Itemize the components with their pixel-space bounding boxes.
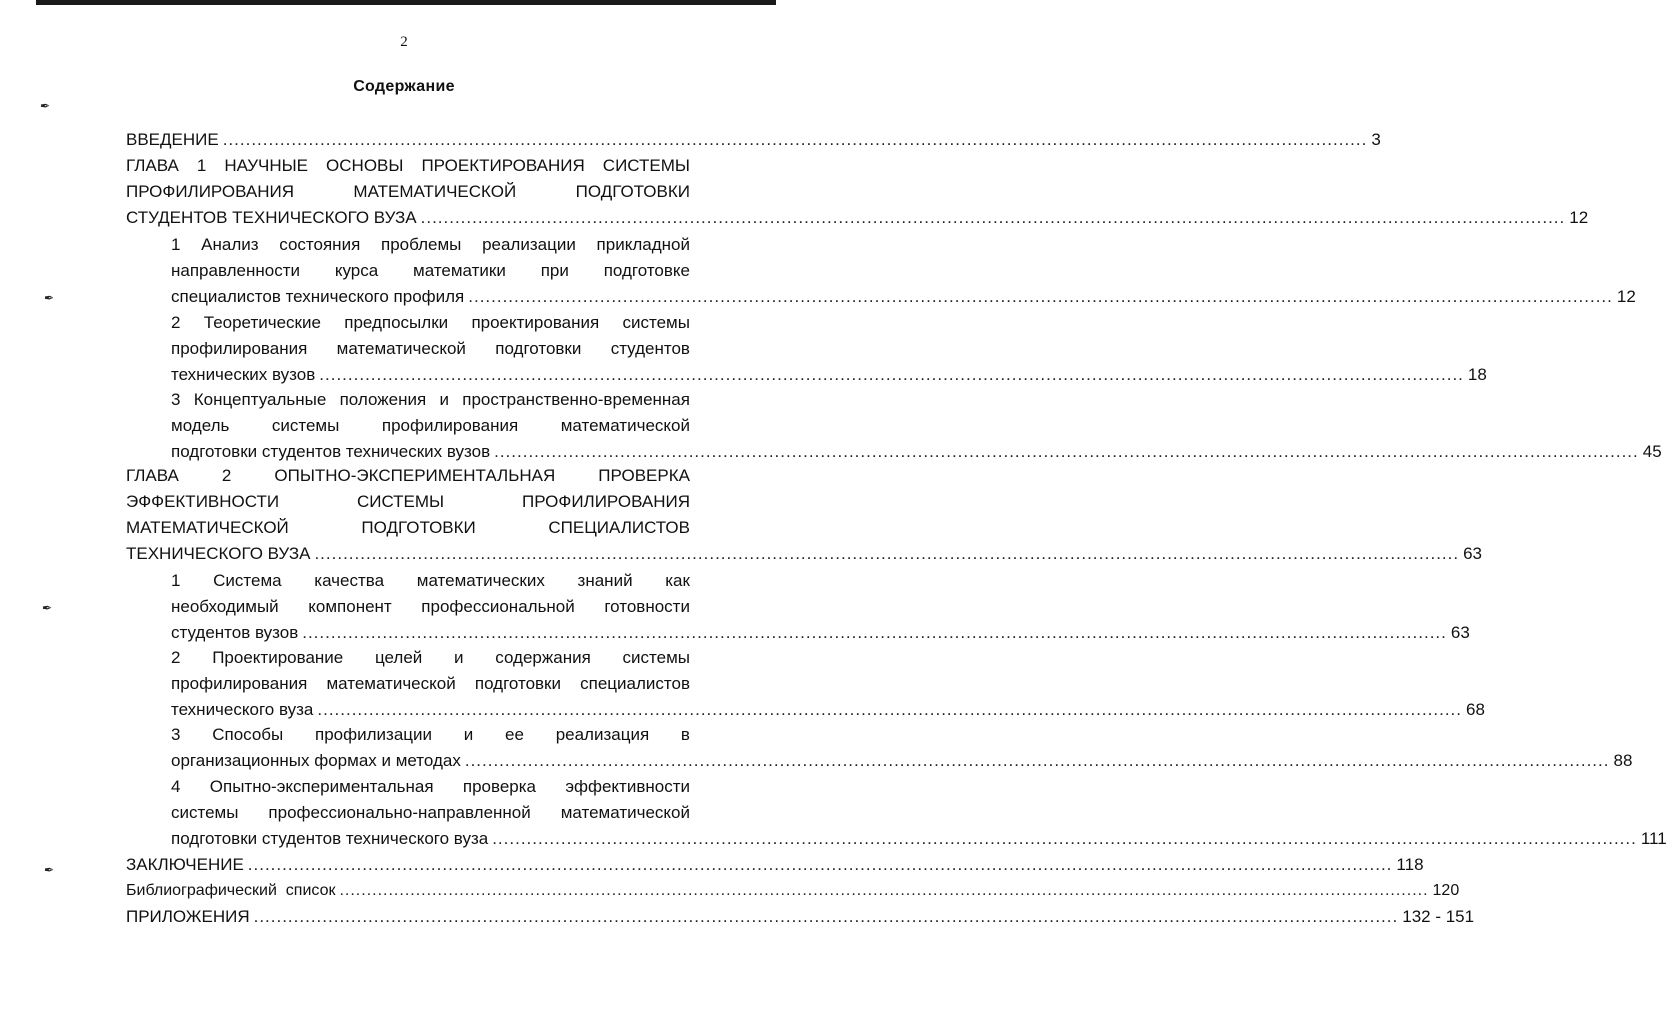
toc-word: эффективности: [565, 777, 690, 796]
toc-word: реализация: [555, 725, 650, 744]
toc-entry-title: Библиографический список: [126, 882, 336, 899]
toc-word: студентов: [610, 339, 690, 358]
toc-word: профилирования: [171, 339, 308, 358]
toc-entry-line: [171, 568, 690, 594]
toc-word: 3: [171, 725, 181, 744]
toc-entry-line: [126, 489, 690, 515]
scan-mark-icon: ✒: [44, 291, 55, 305]
toc-word: ЭФФЕКТИВНОСТИ: [126, 492, 280, 511]
toc-word: подготовки: [474, 674, 561, 693]
toc-word: математических: [416, 571, 545, 590]
toc-entry-ch1: [126, 153, 1589, 231]
dot-leader: ........................................................................................................................................................................................................: [494, 442, 1639, 461]
toc-entry-line: [171, 800, 690, 826]
toc-entry-bibliography: [126, 878, 1460, 904]
toc-entry-line: [171, 258, 690, 284]
dot-leader: ........................................................................................................................................................................................................: [468, 287, 1613, 306]
toc-word: готовности: [604, 597, 690, 616]
toc-page-number: 68: [1466, 700, 1485, 719]
toc-word: профилирования: [171, 674, 308, 693]
toc-entry-line: [171, 387, 690, 413]
toc-word: Проектирование: [212, 648, 344, 667]
toc-entry-s22: [171, 645, 1485, 723]
scan-mark-icon: ✒: [40, 99, 51, 113]
toc-word: проектирования: [471, 313, 600, 332]
toc-entry-title: подготовки студентов технического вуза: [171, 829, 489, 848]
toc-page-number: 132 - 151: [1402, 907, 1475, 926]
scan-mark-icon: ✒: [42, 601, 53, 615]
toc-word: НАУЧНЫЕ: [224, 156, 309, 175]
toc-word: СИСТЕМЫ: [356, 492, 445, 511]
toc-entry-title: ПРИЛОЖЕНИЯ: [126, 907, 250, 926]
toc-entry-line: [171, 671, 690, 697]
toc-entry-line: [126, 463, 690, 489]
toc-word: пространственно-временная: [462, 390, 690, 409]
toc-word: Теоретические: [203, 313, 321, 332]
dot-leader: ........................................................................................................................................................................................................: [302, 623, 1447, 642]
toc-entry-last-line: [171, 439, 1662, 465]
toc-word: и: [463, 725, 474, 744]
toc-word: целей: [374, 648, 423, 667]
toc-entry-line: [126, 515, 690, 541]
toc-word: Концептуальные: [193, 390, 327, 409]
toc-entry-title: подготовки студентов технических вузов: [171, 442, 491, 461]
dot-leader: ........................................................................................................................................................................................................: [222, 130, 1368, 149]
toc-entry-line: [126, 153, 690, 179]
toc-word: 3: [171, 390, 181, 409]
toc-entry-title: ВВЕДЕНИЕ: [126, 130, 219, 149]
toc-word: ПРОФИЛИРОВАНИЯ: [126, 182, 294, 201]
toc-entry-title: СТУДЕНТОВ ТЕХНИЧЕСКОГО ВУЗА: [126, 208, 417, 227]
dot-leader: ........................................................................................................................................................................................................: [314, 544, 1460, 563]
toc-entry-last-line: [126, 205, 1589, 231]
toc-word: ГЛАВА: [126, 156, 179, 175]
toc-word: профессиональной: [421, 597, 575, 616]
toc-entry-line: [171, 232, 690, 258]
toc-word: направленности: [171, 261, 300, 280]
toc-word: системы: [171, 803, 239, 822]
toc-word: 2: [171, 648, 181, 667]
toc-word: содержания: [495, 648, 591, 667]
toc-entry-last-line: [171, 697, 1485, 723]
toc-page-number: 3: [1371, 130, 1381, 149]
toc-entry-conclusion: [126, 852, 1424, 878]
toc-entry-introduction: [126, 127, 1381, 153]
toc-word: проблемы: [380, 235, 462, 254]
toc-page-number: 111: [1640, 829, 1667, 848]
toc-word: ОПЫТНО-ЭКСПЕРИМЕНТАЛЬНАЯ: [274, 466, 556, 485]
toc-entry-ch2: [126, 463, 1483, 567]
toc-entry-title: ЗАКЛЮЧЕНИЕ: [126, 855, 244, 874]
toc-word: и: [439, 390, 449, 409]
toc-word: 1: [171, 235, 181, 254]
toc-word: специалистов: [580, 674, 690, 693]
toc-entry-appendix: [126, 904, 1475, 930]
toc-word: компонент: [308, 597, 392, 616]
toc-word: ГЛАВА: [126, 466, 179, 485]
toc-entry-line: [126, 179, 690, 205]
toc-word: реализации: [482, 235, 576, 254]
toc-word: 2: [171, 313, 181, 332]
toc-entry-s12: [171, 310, 1487, 388]
toc-entry-line: [171, 413, 690, 439]
dot-leader: ........................................................................................................................................................................................................: [339, 882, 1429, 899]
toc-page-number: 18: [1467, 365, 1487, 384]
toc-entry-title: технического вуза: [171, 700, 314, 719]
toc-entry-s23: [171, 722, 1633, 774]
page-title: Содержание: [353, 78, 455, 95]
toc-word: 1: [196, 156, 207, 175]
toc-entry-line: [171, 645, 690, 671]
toc-entry-title: специалистов технического профиля: [171, 287, 465, 306]
toc-word: СПЕЦИАЛИСТОВ: [548, 518, 690, 537]
toc-word: системы: [622, 313, 690, 332]
toc-word: качества: [314, 571, 385, 590]
page-top-border: [36, 0, 776, 5]
toc-page-number: 12: [1616, 287, 1636, 306]
dot-leader: ........................................................................................................................................................................................................: [317, 700, 1463, 719]
toc-page-number: 12: [1569, 208, 1589, 227]
toc-entry-title: студентов вузов: [171, 623, 299, 642]
toc-entry-last-line: [126, 541, 1483, 567]
toc-word: Способы: [212, 725, 284, 744]
toc-entry-title: организационных формах и методах: [171, 751, 461, 770]
toc-entry-title: технических вузов: [171, 365, 316, 384]
toc-page-number: 45: [1642, 442, 1662, 461]
scan-mark-icon: ✒: [44, 863, 55, 877]
toc-word: прикладной: [596, 235, 690, 254]
toc-entry-s24: [171, 774, 1667, 852]
dot-leader: ........................................................................................................................................................................................................: [253, 907, 1399, 926]
toc-page-number: 118: [1396, 855, 1424, 874]
toc-word: Анализ: [201, 235, 259, 254]
toc-entry-last-line: [171, 620, 1470, 646]
toc-word: 1: [171, 571, 181, 590]
toc-page-number: 63: [1463, 544, 1483, 563]
toc-word: СИСТЕМЫ: [602, 156, 690, 175]
toc-page-number: 120: [1432, 882, 1460, 899]
page-number: 2: [400, 34, 408, 50]
toc-word: системы: [622, 648, 690, 667]
toc-word: системы: [271, 416, 340, 435]
toc-word: математики: [413, 261, 506, 280]
toc-word: подготовки: [495, 339, 582, 358]
toc-word: профессионально-направленной: [268, 803, 531, 822]
toc-entry-s21: [171, 568, 1470, 646]
toc-word: необходимый: [171, 597, 279, 616]
toc-word: как: [665, 571, 690, 590]
toc-word: проверка: [462, 777, 536, 796]
toc-entry-line: [171, 310, 690, 336]
toc-page-number: 63: [1450, 623, 1470, 642]
toc-word: 2: [221, 466, 232, 485]
toc-page-number: 88: [1613, 751, 1633, 770]
toc-word: курса: [334, 261, 379, 280]
toc-word: МАТЕМАТИЧЕСКОЙ: [126, 518, 289, 537]
toc-entry-line: [171, 722, 690, 748]
toc-entry-s13: [171, 387, 1662, 465]
toc-word: Система: [213, 571, 282, 590]
toc-word: математической: [560, 803, 690, 822]
toc-entry-line: [171, 594, 690, 620]
toc-word: МАТЕМАТИЧЕСКОЙ: [353, 182, 517, 201]
toc-entry-last-line: [171, 362, 1487, 388]
dot-leader: ........................................................................................................................................................................................................: [464, 751, 1610, 770]
toc-word: ОСНОВЫ: [326, 156, 404, 175]
toc-word: при: [540, 261, 569, 280]
toc-word: знаний: [577, 571, 633, 590]
toc-entry-title: ТЕХНИЧЕСКОГО ВУЗА: [126, 544, 311, 563]
toc-word: ПРОВЕРКА: [598, 466, 690, 485]
dot-leader: ........................................................................................................................................................................................................: [492, 829, 1637, 848]
toc-entry-last-line: [171, 748, 1633, 774]
dot-leader: ........................................................................................................................................................................................................: [319, 365, 1464, 384]
toc-word: профилизации: [315, 725, 433, 744]
toc-word: состояния: [279, 235, 361, 254]
toc-word: математической: [560, 416, 690, 435]
toc-word: ее: [505, 725, 524, 744]
toc-word: и: [454, 648, 464, 667]
toc-word: Опытно-экспериментальная: [209, 777, 434, 796]
toc-word: профилирования: [381, 416, 519, 435]
toc-word: 4: [171, 777, 181, 796]
toc-entry-line: [171, 774, 690, 800]
toc-word: положения: [339, 390, 427, 409]
toc-word: ПРОФИЛИРОВАНИЯ: [521, 492, 690, 511]
toc-word: ПРОЕКТИРОВАНИЯ: [421, 156, 585, 175]
toc-word: подготовке: [603, 261, 690, 280]
toc-word: модель: [171, 416, 230, 435]
dot-leader: ........................................................................................................................................................................................................: [420, 208, 1566, 227]
toc-word: ПОДГОТОВКИ: [575, 182, 690, 201]
dot-leader: ........................................................................................................................................................................................................: [247, 855, 1393, 874]
toc-entry-last-line: [171, 826, 1667, 852]
toc-entry-line: [171, 336, 690, 362]
toc-word: предпосылки: [344, 313, 449, 332]
toc-word: ПОДГОТОВКИ: [361, 518, 476, 537]
toc-word: математической: [336, 339, 466, 358]
toc-word: в: [680, 725, 690, 744]
toc-word: математической: [326, 674, 456, 693]
toc-entry-last-line: [171, 284, 1636, 310]
toc-entry-s11: [171, 232, 1636, 310]
